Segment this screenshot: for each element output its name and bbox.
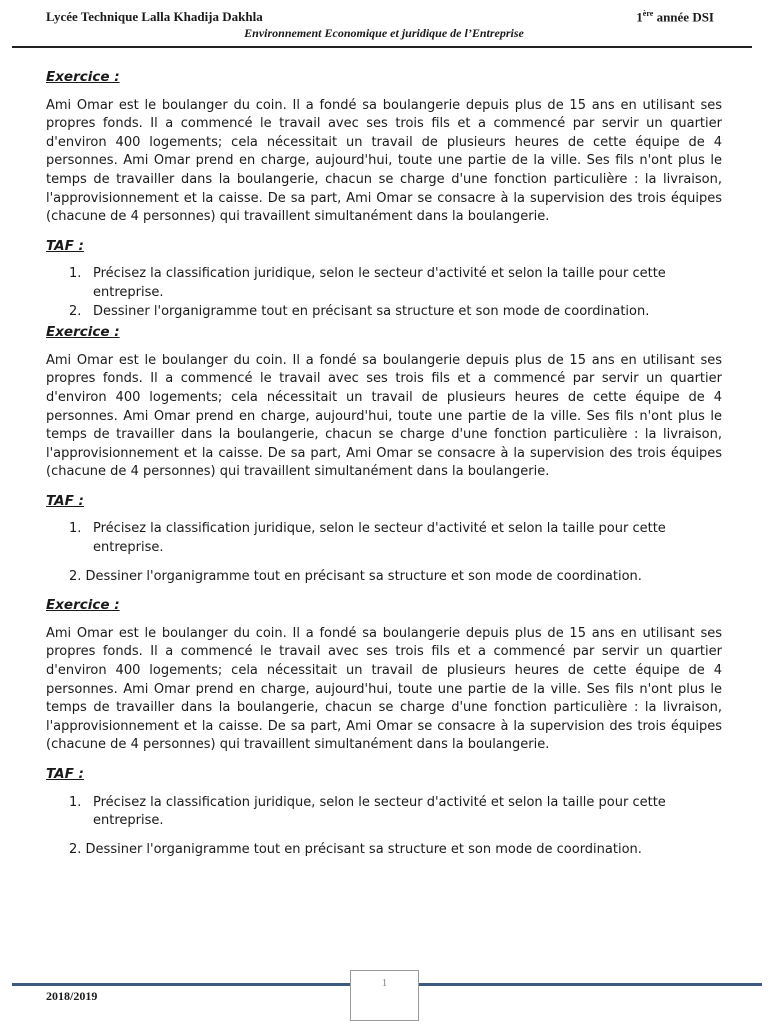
taf-title: TAF : [46, 766, 84, 782]
exercise-text: Ami Omar est le boulanger du coin. Il a fondé sa boulangerie depuis plus de 15 ans en utilisant ses propres fonds. Il a commencé le travail avec ses trois fils et a commencé par servir un quartier d'environ 400 logements; cela nécessitait un travail de plusieurs heures de cette équipe de 4 personnes. Ami Omar prend en charge, aujourd'hui, toute une partie de la ville. Ses fils n'ont plus le temps de travailler dans la boulangerie, chacun se charge d'une fonction particulière : la livraison, l'approvisionnement et la caisse. De sa part, Ami Omar se consacre à la supervision des trois équipes (chacune de 4 personnes) qui travaillent simultanément dans la boulangerie. [46, 97, 722, 225]
exercise-title: Exercice : [46, 324, 120, 341]
page-number: 1 [381, 977, 388, 989]
question-number: 1. [69, 521, 82, 537]
class-level [636, 9, 714, 25]
question-text: Précisez la classification juridique, selon le secteur d'activité et selon la taille pour cette entreprise. [93, 521, 666, 556]
header-divider [12, 46, 752, 48]
taf-title: TAF : [46, 237, 84, 254]
school-year: 2018/2019 [46, 989, 98, 1003]
question-number: 2. [69, 303, 82, 319]
question-number: 1. [69, 266, 82, 282]
subject-title: Environnement Economique et juridique de l’Entreprise [244, 26, 524, 40]
question-text: Précisez la classification juridique, selon le secteur d'activité et selon la taille pour cette entreprise. [93, 266, 666, 300]
question-1 [46, 265, 722, 302]
class-level-number: 1 [636, 9, 643, 25]
class-level-text: année DSI [653, 9, 714, 25]
exercise-1 [46, 68, 722, 321]
question-number: 1. [69, 794, 82, 810]
question-1 [46, 794, 722, 831]
exercise-2 [46, 323, 722, 586]
document-body [46, 68, 722, 859]
question-2: 2. Dessiner l'organigramme tout en précisant sa structure et son mode de coordination. [69, 841, 642, 857]
school-name: Lycée Technique Lalla Khadija Dakhla [46, 9, 263, 24]
question-2: 2. Dessiner l'organigramme tout en précisant sa structure et son mode de coordination. [69, 568, 642, 584]
question-1 [46, 520, 722, 557]
question-text: Dessiner l'organigramme tout en précisant sa structure et son mode de coordination. [93, 303, 650, 319]
class-level-superscript: ère [642, 9, 654, 18]
exercise-title: Exercice : [46, 597, 120, 614]
exercise-title: Exercice : [46, 69, 120, 85]
question-2 [46, 303, 722, 322]
taf-title: TAF : [46, 492, 84, 509]
exercise-3 [46, 596, 722, 859]
exercise-text: Ami Omar est le boulanger du coin. Il a fondé sa boulangerie depuis plus de 15 ans en utilisant ses propres fonds. Il a commencé le travail avec ses trois fils et a commencé par servir un quartier d'environ 400 logements; cela nécessitait un travail de plusieurs heures de cette équipe de 4 personnes. Ami Omar prend en charge, aujourd'hui, toute une partie de la ville. Ses fils n'ont plus le temps de travailler dans la boulangerie, chacun se charge d'une fonction particulière : la livraison, l'approvisionnement et la caisse. De sa part, Ami Omar se consacre à la supervision des trois équipes (chacune de 4 personnes) qui travaillent simultanément dans la boulangerie. [46, 625, 722, 753]
exercise-text: Ami Omar est le boulanger du coin. Il a fondé sa boulangerie depuis plus de 15 ans en utilisant ses propres fonds. Il a commencé le travail avec ses trois fils et a commencé par servir un quartier d'environ 400 logements; cela nécessitait un travail de plusieurs heures de cette équipe de 4 personnes. Ami Omar prend en charge, aujourd'hui, toute une partie de la ville. Ses fils n'ont plus le temps de travailler dans la boulangerie, chacun se charge d'une fonction particulière : la livraison, l'approvisionnement et la caisse. De sa part, Ami Omar se consacre à la supervision des trois équipes (chacune de 4 personnes) qui travaillent simultanément dans la boulangerie. [46, 352, 722, 480]
page-number-box [350, 970, 419, 1021]
question-text: Précisez la classification juridique, selon le secteur d'activité et selon la taille pour cette entreprise. [93, 794, 666, 829]
